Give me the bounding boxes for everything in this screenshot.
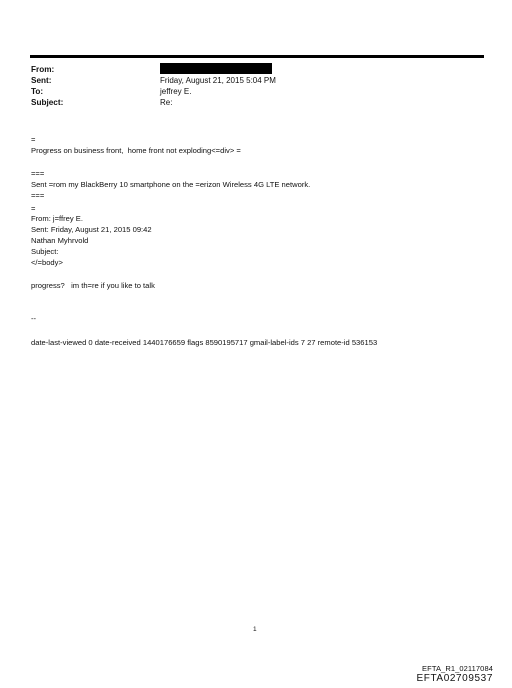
to-value: jeffrey E. — [160, 87, 192, 96]
redaction-block — [160, 63, 272, 74]
sent-value: Friday, August 21, 2015 5:04 PM — [160, 76, 276, 85]
email-header — [31, 64, 276, 108]
subject-value: Re: — [160, 98, 173, 107]
page-number: 1 — [253, 626, 257, 633]
body-line: Sent =rom my BlackBerry 10 smartphone on the =erizon Wireless 4G LTE network. — [31, 180, 311, 189]
body-line: From: j=ffrey E. — [31, 214, 83, 223]
bates-stamp-primary: EFTA_R1_02117084 — [422, 664, 493, 673]
body-line: === — [31, 191, 45, 200]
body-line: = — [31, 135, 36, 144]
body-line: Sent: Friday, August 21, 2015 09:42 — [31, 225, 152, 234]
header-row-to — [31, 86, 276, 97]
body-line: Progress on business front, home front not exploding<=div> = — [31, 146, 241, 155]
bates-stamp-secondary: EFTA02709537 — [416, 673, 493, 684]
sent-label: Sent: — [31, 76, 52, 85]
body-line: progress? im th=re if you like to talk — [31, 281, 155, 290]
header-row-sent — [31, 75, 276, 86]
body-line: </=body> — [31, 258, 63, 267]
body-line: Subject: — [31, 247, 59, 256]
from-label: From: — [31, 65, 55, 74]
body-line: Nathan Myhrvold — [31, 236, 89, 245]
body-line: === — [31, 169, 45, 178]
header-rule — [30, 55, 484, 58]
header-row-from — [31, 64, 276, 75]
header-row-subject — [31, 97, 276, 108]
body-line: -- — [31, 314, 37, 323]
body-line: = — [31, 204, 36, 213]
body-line: date-last-viewed 0 date-received 1440176659 flags 8590195717 gmail-label-ids 7 27 remote-id 536153 — [31, 338, 378, 347]
to-label: To: — [31, 87, 44, 96]
subject-label: Subject: — [31, 98, 64, 107]
